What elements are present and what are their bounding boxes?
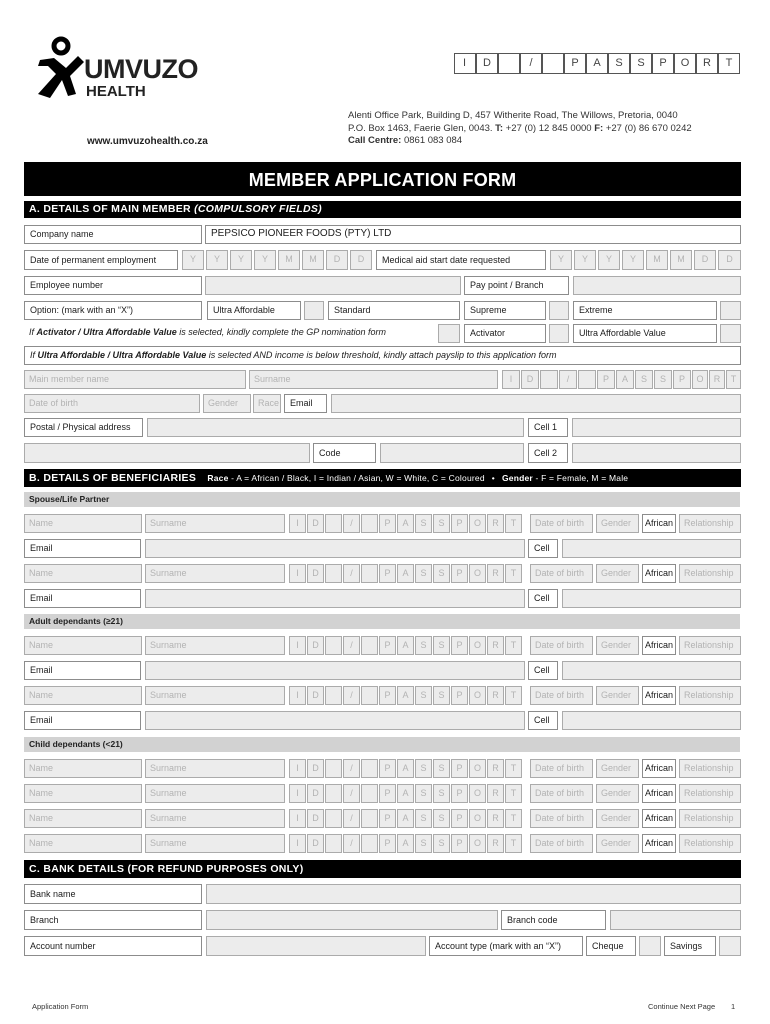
beneficiary-id-cell[interactable]: P (379, 834, 396, 853)
id-letter: R (696, 53, 718, 74)
beneficiary-dob-field[interactable]: Date of birth (530, 636, 593, 655)
savings-label: Savings (664, 936, 716, 956)
beneficiary-id-cell[interactable]: I (289, 759, 306, 778)
beneficiary-id-cell[interactable] (325, 759, 342, 778)
brand-subname: HEALTH (86, 83, 146, 100)
option-standard: Standard (328, 301, 460, 320)
beneficiary-id-cell[interactable]: O (469, 759, 486, 778)
website[interactable]: www.umvuzohealth.co.za (87, 136, 208, 147)
date-cell[interactable]: Y (574, 250, 596, 270)
beneficiary-cell-field[interactable] (562, 589, 741, 608)
date-cell[interactable]: Y (206, 250, 228, 270)
id-cell[interactable]: R (709, 370, 725, 389)
beneficiary-relationship-field[interactable]: Relationship (679, 514, 741, 533)
beneficiary-id-cell[interactable]: S (415, 636, 432, 655)
page-number: 1 (731, 1002, 736, 1011)
date-cell[interactable]: D (718, 250, 741, 270)
beneficiary-id-cell[interactable]: I (289, 564, 306, 583)
option-activator: Activator (464, 324, 546, 343)
id-cell[interactable]: O (692, 370, 708, 389)
beneficiary-id-cell[interactable]: R (487, 564, 504, 583)
beneficiary-name-field[interactable]: Name (24, 514, 142, 533)
option-extreme-checkbox[interactable] (720, 301, 741, 320)
employment-date-label: Date of permanent employment (24, 250, 178, 270)
id-letter (542, 53, 564, 74)
beneficiary-id-cell[interactable]: / (343, 834, 360, 853)
beneficiary-id-cell[interactable]: T (505, 636, 522, 655)
beneficiary-gender-field[interactable]: Gender (596, 834, 639, 853)
beneficiary-id-cell[interactable]: / (343, 514, 360, 533)
id-cell[interactable] (540, 370, 558, 389)
beneficiary-id-cell[interactable]: / (343, 759, 360, 778)
beneficiary-id-cell[interactable] (361, 686, 378, 705)
beneficiary-surname-field[interactable]: Surname (145, 834, 285, 853)
option-label: Option: (mark with an “X”) (24, 301, 202, 320)
child-dependants-heading: Child dependants (<21) (24, 737, 740, 752)
beneficiary-id-cell[interactable] (361, 809, 378, 828)
cheque-checkbox[interactable] (639, 936, 661, 956)
beneficiary-email-field[interactable] (145, 711, 525, 730)
beneficiary-id-cell[interactable] (325, 686, 342, 705)
id-letter: P (564, 53, 586, 74)
beneficiary-id-cell[interactable]: P (379, 784, 396, 803)
beneficiary-race-field[interactable]: African (642, 686, 676, 705)
company-name-label: Company name (24, 225, 202, 244)
beneficiary-id-cell[interactable]: A (397, 759, 414, 778)
option-extreme: Extreme (573, 301, 717, 320)
cell1-label: Cell 1 (528, 418, 568, 437)
main-member-dob-field[interactable]: Date of birth (24, 394, 200, 413)
postal-address-field-1[interactable] (147, 418, 524, 437)
beneficiary-email-field[interactable] (145, 661, 525, 680)
beneficiary-surname-field[interactable]: Surname (145, 636, 285, 655)
main-member-race-field[interactable]: Race (253, 394, 281, 413)
beneficiary-id-cell[interactable]: D (307, 514, 324, 533)
beneficiary-id-cell[interactable]: D (307, 759, 324, 778)
branch-code-field[interactable] (610, 910, 741, 930)
beneficiary-id-cell[interactable]: S (433, 636, 450, 655)
beneficiary-id-cell[interactable]: A (397, 784, 414, 803)
address-line-1: Alenti Office Park, Building D, 457 Witherite Road, The Willows, Pretoria, 0040 (348, 110, 678, 121)
code-field[interactable] (380, 443, 524, 463)
beneficiary-id-cell[interactable]: / (343, 564, 360, 583)
beneficiary-id-cell[interactable]: S (415, 759, 432, 778)
date-cell[interactable]: M (670, 250, 692, 270)
id-letter: T (718, 53, 740, 74)
id-letter: / (520, 53, 542, 74)
footer-left: Application Form (32, 1002, 89, 1011)
beneficiary-cell-label: Cell (528, 539, 558, 558)
beneficiary-gender-field[interactable]: Gender (596, 514, 639, 533)
beneficiary-id-cell[interactable]: D (307, 686, 324, 705)
beneficiary-id-cell[interactable]: O (469, 514, 486, 533)
account-number-field[interactable] (206, 936, 426, 956)
address-line-2: P.O. Box 1463, Faerie Glen, 0043. T: +27 (0) 12 845 0000 F: +27 (0) 86 670 0242 (348, 122, 692, 134)
beneficiary-dob-field[interactable]: Date of birth (530, 834, 593, 853)
beneficiary-id-cell[interactable]: A (397, 834, 414, 853)
option-activator-checkbox[interactable] (549, 324, 569, 343)
adult-dependants-heading: Adult dependants (≥21) (24, 614, 740, 629)
id-letter: S (630, 53, 652, 74)
beneficiary-id-cell[interactable]: I (289, 834, 306, 853)
beneficiary-id-cell[interactable]: T (505, 784, 522, 803)
spouse-heading: Spouse/Life Partner (24, 492, 740, 507)
date-cell[interactable]: Y (230, 250, 252, 270)
beneficiary-id-cell[interactable]: D (307, 636, 324, 655)
beneficiary-relationship-field[interactable]: Relationship (679, 809, 741, 828)
beneficiary-relationship-field[interactable]: Relationship (679, 636, 741, 655)
date-cell[interactable]: D (350, 250, 372, 270)
company-name-field[interactable]: PEPSICO PIONEER FOODS (PTY) LTD (205, 225, 741, 244)
beneficiary-cell-field[interactable] (562, 661, 741, 680)
beneficiary-name-field[interactable]: Name (24, 686, 142, 705)
beneficiary-id-cell[interactable]: S (433, 834, 450, 853)
option-ultra-affordable-value: Ultra Affordable Value (573, 324, 717, 343)
beneficiary-gender-field[interactable]: Gender (596, 564, 639, 583)
beneficiary-id-cell[interactable]: S (433, 564, 450, 583)
branch-field[interactable] (206, 910, 498, 930)
date-cell[interactable]: Y (254, 250, 276, 270)
date-cell[interactable]: M (278, 250, 300, 270)
beneficiary-id-cell[interactable]: S (415, 809, 432, 828)
beneficiary-id-cell[interactable] (361, 564, 378, 583)
main-member-surname-field[interactable]: Surname (249, 370, 498, 389)
id-cell[interactable] (578, 370, 596, 389)
id-cell[interactable]: P (673, 370, 691, 389)
beneficiary-dob-field[interactable]: Date of birth (530, 759, 593, 778)
beneficiary-id-cell[interactable] (361, 759, 378, 778)
beneficiary-id-cell[interactable]: P (379, 636, 396, 655)
beneficiary-id-cell[interactable]: D (307, 809, 324, 828)
beneficiary-id-cell[interactable]: I (289, 784, 306, 803)
cheque-label: Cheque (586, 936, 636, 956)
id-letter: O (674, 53, 696, 74)
id-letter: I (454, 53, 476, 74)
beneficiary-id-cell[interactable]: R (487, 759, 504, 778)
runner-logo-icon (34, 36, 88, 102)
beneficiary-dob-field[interactable]: Date of birth (530, 784, 593, 803)
beneficiary-id-cell[interactable]: O (469, 636, 486, 655)
beneficiary-email-field[interactable] (145, 589, 525, 608)
id-letter: D (476, 53, 498, 74)
beneficiary-id-cell[interactable]: R (487, 809, 504, 828)
beneficiary-id-cell[interactable]: P (451, 834, 468, 853)
beneficiary-id-cell[interactable] (325, 784, 342, 803)
id-cell[interactable]: S (635, 370, 653, 389)
beneficiary-id-cell[interactable]: / (343, 784, 360, 803)
beneficiary-id-cell[interactable]: S (433, 759, 450, 778)
beneficiary-id-cell[interactable]: S (415, 686, 432, 705)
beneficiary-id-cell[interactable]: P (451, 514, 468, 533)
beneficiary-id-cell[interactable] (361, 834, 378, 853)
beneficiary-surname-field[interactable]: Surname (145, 759, 285, 778)
beneficiary-id-cell[interactable]: T (505, 759, 522, 778)
date-cell[interactable]: D (694, 250, 716, 270)
beneficiary-id-cell[interactable] (325, 809, 342, 828)
branch-code-label: Branch code (501, 910, 606, 930)
option-ultra-affordable: Ultra Affordable (207, 301, 301, 320)
id-cell[interactable]: P (597, 370, 615, 389)
beneficiary-cell-field[interactable] (562, 711, 741, 730)
beneficiary-race-field[interactable]: African (642, 784, 676, 803)
beneficiary-id-cell[interactable]: O (469, 809, 486, 828)
bank-name-field[interactable] (206, 884, 741, 904)
beneficiary-id-cell[interactable] (325, 834, 342, 853)
beneficiary-id-cell[interactable]: O (469, 834, 486, 853)
footer-right: Continue Next Page (648, 1002, 716, 1011)
beneficiary-relationship-field[interactable]: Relationship (679, 784, 741, 803)
account-type-label: Account type (mark with an “X”) (429, 936, 583, 956)
id-cell[interactable]: T (726, 370, 741, 389)
main-member-gender-field[interactable]: Gender (203, 394, 251, 413)
beneficiary-id-cell[interactable]: T (505, 834, 522, 853)
id-cell[interactable]: / (559, 370, 577, 389)
id-cell[interactable]: A (616, 370, 634, 389)
beneficiary-id-cell[interactable]: O (469, 686, 486, 705)
beneficiary-id-cell[interactable]: T (505, 809, 522, 828)
beneficiary-name-field[interactable]: Name (24, 636, 142, 655)
beneficiary-id-cell[interactable]: S (415, 514, 432, 533)
beneficiary-email-label: Email (24, 661, 141, 680)
savings-checkbox[interactable] (719, 936, 741, 956)
form-title: MEMBER APPLICATION FORM (24, 162, 741, 196)
beneficiary-id-cell[interactable]: R (487, 686, 504, 705)
postal-address-field-2[interactable] (24, 443, 310, 463)
beneficiary-id-cell[interactable]: / (343, 636, 360, 655)
date-cell[interactable]: Y (598, 250, 620, 270)
contact-block (348, 110, 692, 148)
beneficiary-gender-field[interactable]: Gender (596, 784, 639, 803)
main-member-name-field[interactable]: Main member name (24, 370, 246, 389)
beneficiary-id-cell[interactable] (325, 514, 342, 533)
beneficiary-id-cell[interactable]: S (415, 784, 432, 803)
beneficiary-id-cell[interactable] (325, 564, 342, 583)
beneficiary-id-cell[interactable]: A (397, 514, 414, 533)
beneficiary-cell-field[interactable] (562, 539, 741, 558)
beneficiary-name-field[interactable]: Name (24, 564, 142, 583)
beneficiary-id-cell[interactable]: T (505, 564, 522, 583)
beneficiary-gender-field[interactable]: Gender (596, 636, 639, 655)
beneficiary-id-cell[interactable]: I (289, 636, 306, 655)
beneficiary-surname-field[interactable]: Surname (145, 784, 285, 803)
beneficiary-dob-field[interactable]: Date of birth (530, 686, 593, 705)
beneficiary-gender-field[interactable]: Gender (596, 686, 639, 705)
beneficiary-email-field[interactable] (145, 539, 525, 558)
beneficiary-name-field[interactable]: Name (24, 834, 142, 853)
beneficiary-id-cell[interactable]: S (433, 809, 450, 828)
beneficiary-relationship-field[interactable]: Relationship (679, 686, 741, 705)
beneficiary-id-cell[interactable]: P (451, 759, 468, 778)
beneficiary-id-cell[interactable]: I (289, 809, 306, 828)
beneficiary-id-cell[interactable]: D (307, 564, 324, 583)
beneficiary-surname-field[interactable]: Surname (145, 809, 285, 828)
beneficiary-id-cell[interactable]: S (433, 686, 450, 705)
option-ultra-affordable-checkbox[interactable] (304, 301, 324, 320)
beneficiary-id-cell[interactable] (361, 784, 378, 803)
beneficiary-id-cell[interactable]: I (289, 686, 306, 705)
beneficiary-relationship-field[interactable]: Relationship (679, 564, 741, 583)
beneficiary-id-cell[interactable]: O (469, 784, 486, 803)
beneficiary-id-cell[interactable]: T (505, 514, 522, 533)
beneficiary-name-field[interactable]: Name (24, 809, 142, 828)
beneficiary-name-field[interactable]: Name (24, 759, 142, 778)
option-standard-checkbox[interactable] (438, 324, 460, 343)
id-letter: A (586, 53, 608, 74)
beneficiary-id-cell[interactable]: I (289, 514, 306, 533)
beneficiary-cell-label: Cell (528, 711, 558, 730)
option-supreme-checkbox[interactable] (549, 301, 569, 320)
note-activator: If Activator / Ultra Affordable Value is selected, kindly complete the GP nomination form (29, 327, 386, 337)
beneficiary-dob-field[interactable]: Date of birth (530, 564, 593, 583)
umvuzo-logo (34, 36, 214, 102)
beneficiary-id-cell[interactable]: R (487, 514, 504, 533)
postal-address-label: Postal / Physical address (24, 418, 143, 437)
beneficiary-email-label: Email (24, 539, 141, 558)
date-cell[interactable]: Y (622, 250, 644, 270)
beneficiary-id-cell[interactable]: / (343, 686, 360, 705)
beneficiary-race-field[interactable]: African (642, 809, 676, 828)
beneficiary-relationship-field[interactable]: Relationship (679, 759, 741, 778)
date-cell[interactable]: Y (550, 250, 572, 270)
beneficiary-race-field[interactable]: African (642, 514, 676, 533)
beneficiary-cell-label: Cell (528, 589, 558, 608)
beneficiary-id-cell[interactable]: P (451, 809, 468, 828)
beneficiary-id-cell[interactable]: A (397, 686, 414, 705)
beneficiary-gender-field[interactable]: Gender (596, 809, 639, 828)
beneficiary-id-cell[interactable]: S (415, 834, 432, 853)
cell2-label: Cell 2 (528, 443, 568, 463)
section-a-heading: A. DETAILS OF MAIN MEMBER (COMPULSORY FIELDS) (24, 201, 741, 218)
id-cell[interactable]: D (521, 370, 539, 389)
beneficiary-race-field[interactable]: African (642, 636, 676, 655)
beneficiary-surname-field[interactable]: Surname (145, 514, 285, 533)
beneficiary-id-cell[interactable] (361, 514, 378, 533)
beneficiary-relationship-field[interactable]: Relationship (679, 834, 741, 853)
beneficiary-id-cell[interactable]: A (397, 564, 414, 583)
branch-label: Branch (24, 910, 202, 930)
cell2-field[interactable] (572, 443, 741, 463)
beneficiary-surname-field[interactable]: Surname (145, 686, 285, 705)
beneficiary-id-cell[interactable]: S (433, 514, 450, 533)
date-cell[interactable]: M (646, 250, 668, 270)
beneficiary-surname-field[interactable]: Surname (145, 564, 285, 583)
option-uav-checkbox[interactable] (720, 324, 741, 343)
beneficiary-email-label: Email (24, 711, 141, 730)
beneficiary-id-cell[interactable]: P (451, 686, 468, 705)
id-cell[interactable]: I (502, 370, 520, 389)
beneficiary-id-cell[interactable]: A (397, 809, 414, 828)
call-centre: Call Centre: 0861 083 084 (348, 135, 463, 146)
employee-number-label: Employee number (24, 276, 202, 295)
option-supreme: Supreme (464, 301, 546, 320)
beneficiary-id-cell[interactable]: P (451, 636, 468, 655)
bank-name-label: Bank name (24, 884, 202, 904)
aid-start-label: Medical aid start date requested (376, 250, 546, 270)
beneficiary-cell-label: Cell (528, 661, 558, 680)
cell1-field[interactable] (572, 418, 741, 437)
email-label: Email (284, 394, 327, 413)
beneficiary-dob-field[interactable]: Date of birth (530, 514, 593, 533)
main-member-email-field[interactable] (331, 394, 741, 413)
id-letter: S (608, 53, 630, 74)
beneficiary-race-field[interactable]: African (642, 564, 676, 583)
section-c-heading: C. BANK DETAILS (FOR REFUND PURPOSES ONLY) (24, 860, 741, 878)
beneficiary-id-cell[interactable]: D (307, 784, 324, 803)
date-cell[interactable]: D (326, 250, 348, 270)
beneficiary-gender-field[interactable]: Gender (596, 759, 639, 778)
beneficiary-id-cell[interactable]: / (343, 809, 360, 828)
id-letter (498, 53, 520, 74)
beneficiary-id-cell[interactable]: D (307, 834, 324, 853)
beneficiary-id-cell[interactable]: S (433, 784, 450, 803)
beneficiary-id-cell[interactable]: P (379, 514, 396, 533)
beneficiary-dob-field[interactable]: Date of birth (530, 809, 593, 828)
beneficiary-race-field[interactable]: African (642, 759, 676, 778)
brand-name: UMVUZO (84, 54, 198, 84)
beneficiary-id-cell[interactable]: R (487, 784, 504, 803)
date-cell[interactable]: M (302, 250, 324, 270)
beneficiary-id-cell[interactable] (361, 636, 378, 655)
account-number-label: Account number (24, 936, 202, 956)
beneficiary-race-field[interactable]: African (642, 834, 676, 853)
code-label: Code (313, 443, 376, 463)
beneficiary-email-label: Email (24, 589, 141, 608)
note-payslip: If Ultra Affordable / Ultra Affordable Value is selected AND income is below threshold, kindly attach payslip to this application form (24, 346, 741, 365)
beneficiary-id-cell[interactable]: P (379, 809, 396, 828)
beneficiary-legend: Race - A = African / Black, I = Indian / Asian, W = White, C = Coloured • Gender - F = Female, M = Male (207, 473, 629, 483)
beneficiary-id-cell[interactable]: T (505, 686, 522, 705)
beneficiary-id-cell[interactable]: P (379, 564, 396, 583)
beneficiary-id-cell[interactable]: S (415, 564, 432, 583)
beneficiary-id-cell[interactable]: A (397, 636, 414, 655)
beneficiary-id-cell[interactable]: P (451, 564, 468, 583)
beneficiary-id-cell[interactable]: P (379, 686, 396, 705)
beneficiary-id-cell[interactable] (325, 636, 342, 655)
employee-number-field[interactable] (205, 276, 461, 295)
beneficiary-id-cell[interactable]: P (379, 759, 396, 778)
date-cell[interactable]: Y (182, 250, 204, 270)
section-b-heading: B. DETAILS OF BENEFICIARIES Race - A = African / Black, I = Indian / Asian, W = White, C = Coloured • Gender - F = Female, M = Male (24, 469, 741, 487)
beneficiary-name-field[interactable]: Name (24, 784, 142, 803)
id-cell[interactable]: S (654, 370, 672, 389)
pay-point-label: Pay point / Branch (464, 276, 569, 295)
beneficiary-id-cell[interactable]: R (487, 834, 504, 853)
beneficiary-id-cell[interactable]: O (469, 564, 486, 583)
beneficiary-id-cell[interactable]: R (487, 636, 504, 655)
pay-point-field[interactable] (573, 276, 741, 295)
id-letter: P (652, 53, 674, 74)
beneficiary-id-cell[interactable]: P (451, 784, 468, 803)
